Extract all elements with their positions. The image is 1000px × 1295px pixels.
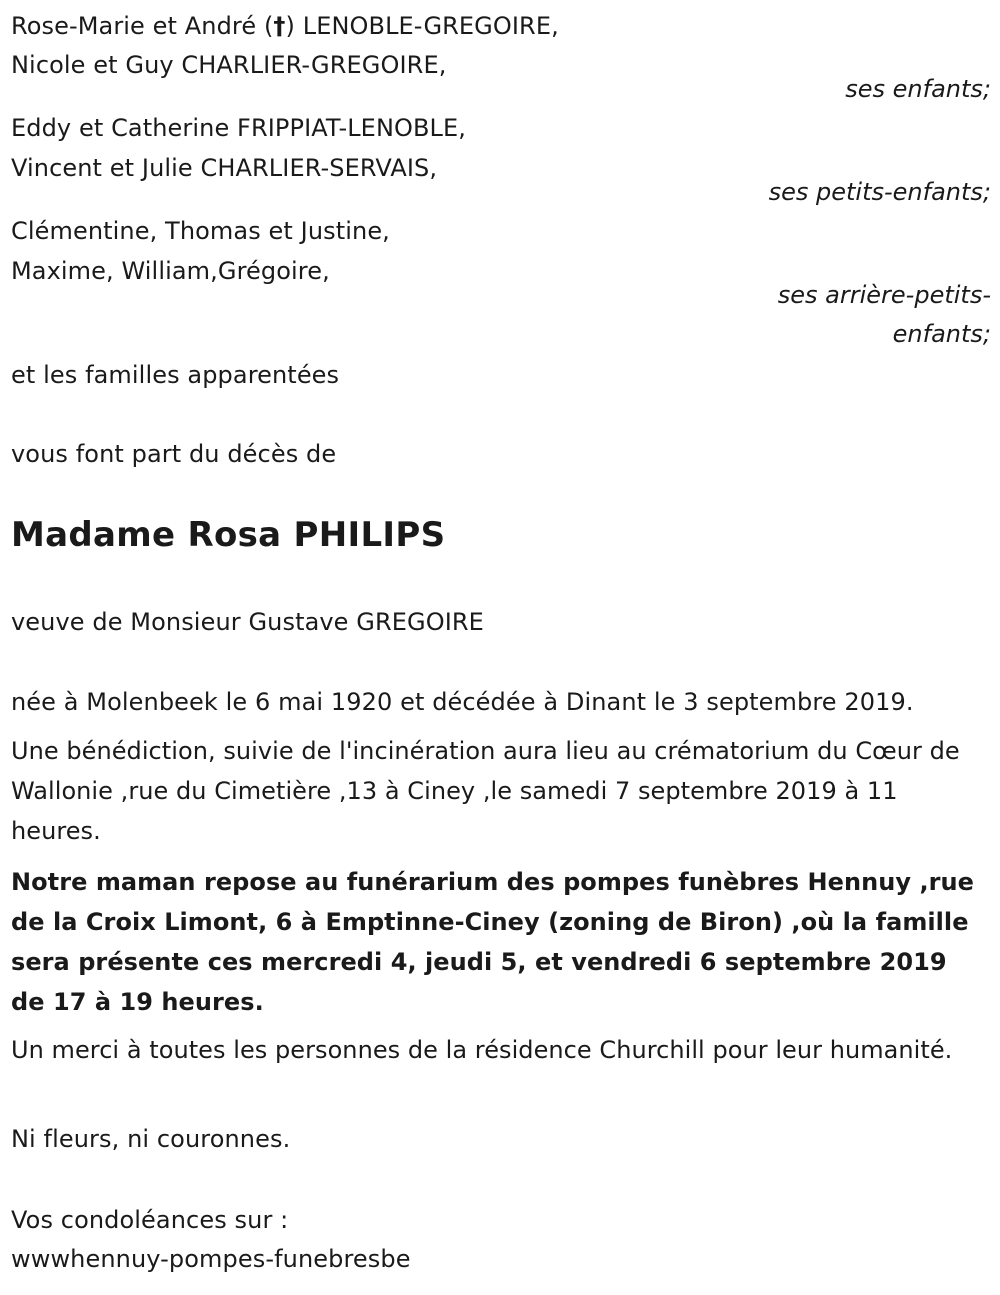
families-line: et les familles apparentées xyxy=(11,361,340,389)
condolences-site: wwwhennuy-pompes-funebresbe xyxy=(11,1245,411,1273)
birth-death-line: née à Molenbeek le 6 mai 1920 et décédée à Dinant le 3 septembre 2019. xyxy=(11,688,914,716)
widow-of-line: veuve de Monsieur Gustave GREGOIRE xyxy=(11,608,484,636)
ceremony-paragraph: Une bénédiction, suivie de l'incinération aura lieu au crématorium du Cœur de Wallonie ,rue du Cimetière ,13 à Ciney ,le samedi 7 septembre 2019 à 11 heures. xyxy=(11,737,960,845)
visitation-paragraph: Notre maman repose au funérarium des pompes funèbres Hennuy ,rue de la Croix Limont, 6 à Emptinne-Ciney (zoning de Biron) ,où la famille sera présente ces mercredi 4, jeudi 5, et vendredi 6 septembre 2019 de 17 à 19 heures. xyxy=(11,868,974,1016)
children-line-1-end: ) LENOBLE-GREGOIRE, xyxy=(285,12,559,40)
great-grandchildren-role-2: enfants; xyxy=(892,320,991,348)
cross-icon: † xyxy=(273,12,286,40)
children-role: ses enfants; xyxy=(845,75,991,103)
great-grandchildren-line-2: Maxime, William,Grégoire, xyxy=(11,257,330,285)
grandchildren-line-1: Eddy et Catherine FRIPPIAT-LENOBLE, xyxy=(11,114,467,142)
condolences-label: Vos condoléances sur : xyxy=(11,1206,289,1234)
thanks-paragraph: Un merci à toutes les personnes de la résidence Churchill pour leur humanité. xyxy=(11,1036,953,1064)
great-grandchildren-role-1: ses arrière-petits- xyxy=(777,281,991,309)
children-line-1 xyxy=(11,11,559,41)
grandchildren-role: ses petits-enfants; xyxy=(768,178,991,206)
announce-line: vous font part du décès de xyxy=(11,440,337,468)
children-line-2: Nicole et Guy CHARLIER-GREGOIRE, xyxy=(11,51,447,79)
no-flowers-line: Ni fleurs, ni couronnes. xyxy=(11,1125,291,1153)
great-grandchildren-line-1: Clémentine, Thomas et Justine, xyxy=(11,217,390,245)
grandchildren-line-2: Vincent et Julie CHARLIER-SERVAIS, xyxy=(11,154,438,182)
children-line-1-start: Rose-Marie et André ( xyxy=(11,12,274,40)
deceased-name: Madame Rosa PHILIPS xyxy=(11,515,446,555)
